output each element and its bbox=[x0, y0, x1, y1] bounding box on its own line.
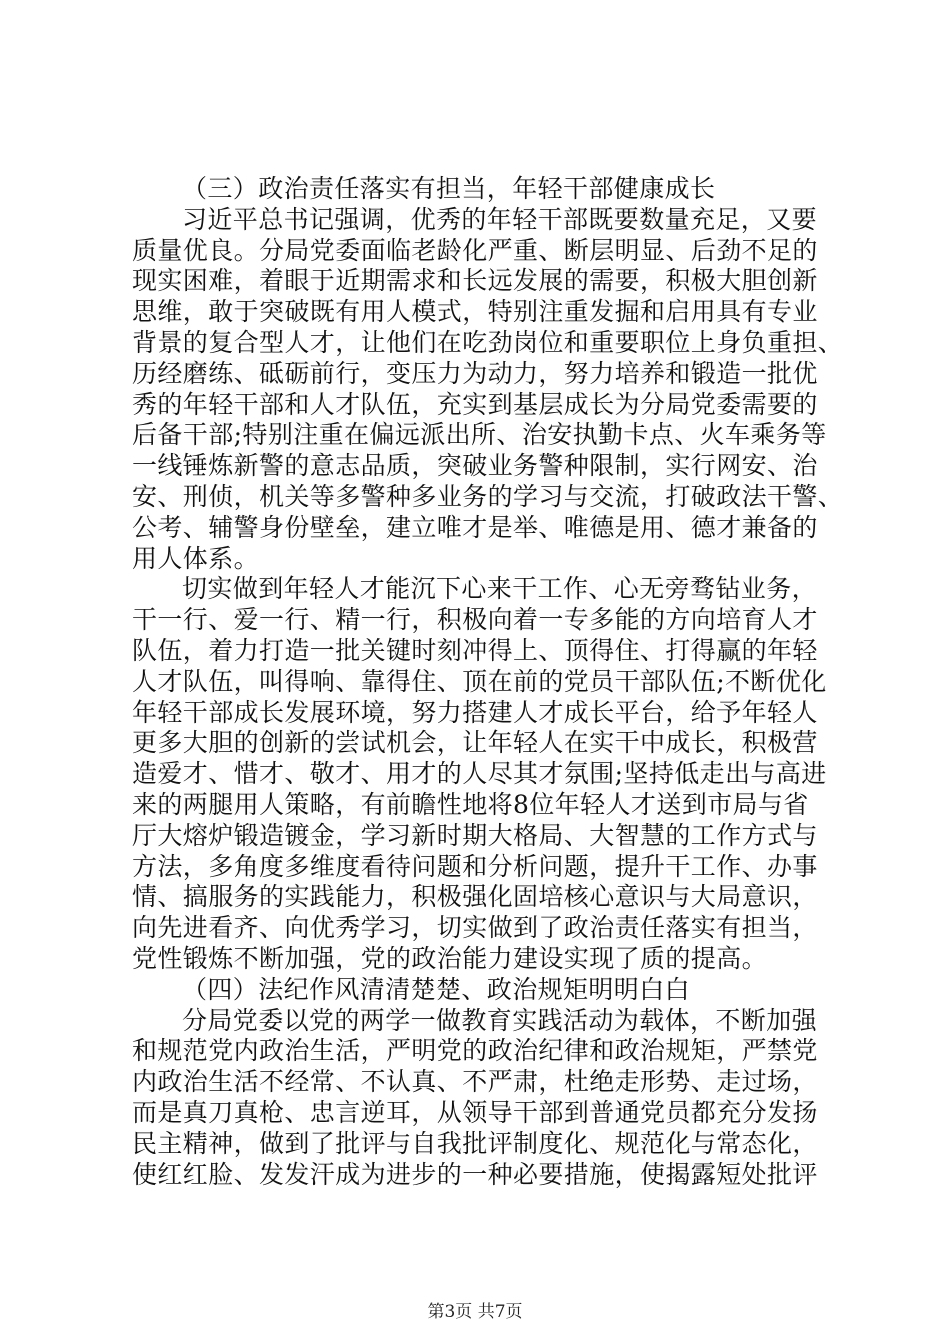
paragraph-line: 情、搞服务的实践能力，积极强化固培核心意识与大局意识， bbox=[132, 882, 818, 912]
paragraph-line: 方法，多角度多维度看待问题和分析问题，提升干工作、办事 bbox=[132, 851, 818, 881]
paragraph-line: 公考、辅警身份壁垒，建立唯才是举、唯德是用、德才兼备的 bbox=[132, 512, 818, 542]
section-heading-4: （四）法纪作风清清楚楚、政治规矩明明白白 bbox=[182, 974, 691, 1004]
paragraph-line: 习近平总书记强调，优秀的年轻干部既要数量充足，又要 bbox=[182, 204, 818, 234]
paragraph-line: 来的两腿用人策略，有前瞻性地将8位年轻人才送到市局与省 bbox=[132, 789, 809, 819]
paragraph-line: 而是真刀真枪、忠言逆耳，从领导干部到普通党员都充分发扬 bbox=[132, 1097, 818, 1127]
paragraph-line: 更多大胆的创新的尝试机会，让年轻人在实干中成长，积极营 bbox=[132, 728, 818, 758]
paragraph-line: 向先进看齐、向优秀学习，切实做到了政治责任落实有担当， bbox=[132, 913, 818, 943]
paragraph-line: 干一行、爱一行、精一行，积极向着一专多能的方向培育人才 bbox=[132, 605, 818, 635]
paragraph-line: 厅大熔炉锻造镀金，学习新时期大格局、大智慧的工作方式与 bbox=[132, 820, 818, 850]
paragraph-line: 切实做到年轻人才能沉下心来干工作、心无旁骛钻业务， bbox=[182, 574, 818, 604]
paragraph-line: 分局党委以党的两学一做教育实践活动为载体，不断加强 bbox=[182, 1005, 818, 1035]
section-heading-3: （三）政治责任落实有担当，年轻干部健康成长 bbox=[182, 174, 716, 203]
paragraph-line: 秀的年轻干部和人才队伍，充实到基层成长为分局党委需要的 bbox=[132, 389, 818, 419]
paragraph-line: 内政治生活不经常、不认真、不严肃，杜绝走形势、走过场， bbox=[132, 1067, 818, 1097]
paragraph-line: 一线锤炼新警的意志品质，突破业务警种限制，实行网安、治 bbox=[132, 451, 818, 481]
paragraph-line: 党性锻炼不断加强，党的政治能力建设实现了质的提高。 bbox=[132, 943, 768, 973]
paragraph-line: 队伍，着力打造一批关键时刻冲得上、顶得住、打得赢的年轻 bbox=[132, 635, 818, 665]
paragraph-line: 用人体系。 bbox=[132, 543, 260, 573]
paragraph-line: 和规范党内政治生活，严明党的政治纪律和政治规矩，严禁党 bbox=[132, 1036, 818, 1066]
paragraph-line: 质量优良。分局党委面临老龄化严重、断层明显、后劲不足的 bbox=[132, 235, 818, 265]
paragraph-line: 安、刑侦，机关等多警种多业务的学习与交流，打破政法干警、 bbox=[132, 481, 844, 511]
paragraph-line: 造爱才、惜才、敬才、用才的人尽其才氛围;坚持低走出与高进 bbox=[132, 759, 827, 789]
paragraph-line: 民主精神，做到了批评与自我批评制度化、规范化与常态化， bbox=[132, 1128, 818, 1158]
paragraph-line: 后备干部;特别注重在偏远派出所、治安执勤卡点、火车乘务等 bbox=[132, 420, 827, 450]
page-number-footer: 第3页 共7页 bbox=[427, 1302, 523, 1322]
paragraph-line: 人才队伍，叫得响、靠得住、顶在前的党员干部队伍;不断优化 bbox=[132, 666, 827, 696]
paragraph-line: 历经磨练、砥砺前行，变压力为动力，努力培养和锻造一批优 bbox=[132, 358, 818, 388]
paragraph-line: 思维，敢于突破既有用人模式，特别注重发掘和启用具有专业 bbox=[132, 297, 818, 327]
paragraph-line: 年轻干部成长发展环境，努力搭建人才成长平台，给予年轻人 bbox=[132, 697, 818, 727]
paragraph-line: 现实困难，着眼于近期需求和长远发展的需要，积极大胆创新 bbox=[132, 266, 818, 296]
body-text bbox=[132, 174, 844, 1190]
paragraph-line: 使红红脸、发发汗成为进步的一种必要措施，使揭露短处批评 bbox=[132, 1159, 818, 1189]
paragraph-line: 背景的复合型人才，让他们在吃劲岗位和重要职位上身负重担、 bbox=[132, 327, 844, 357]
